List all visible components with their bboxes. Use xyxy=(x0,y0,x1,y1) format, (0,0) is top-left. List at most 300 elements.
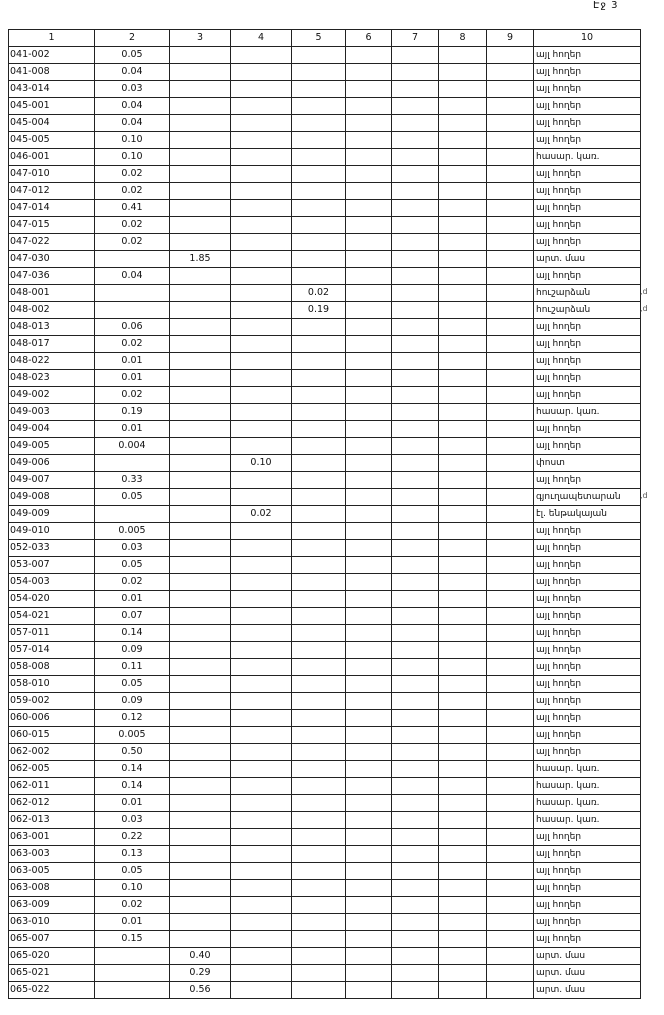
area-value-cell: 0.10 xyxy=(231,455,292,472)
area-value-cell xyxy=(292,268,346,285)
area-value-cell xyxy=(487,183,534,200)
area-value-cell xyxy=(487,778,534,795)
parcel-code-cell: 058-010 xyxy=(9,676,95,693)
land-use-cell: այլ հողեր xyxy=(534,472,641,489)
area-value-cell xyxy=(439,659,487,676)
parcel-code-cell: 062-012 xyxy=(9,795,95,812)
land-use-cell: հասար. կառ. xyxy=(534,795,641,812)
area-value-cell xyxy=(346,268,392,285)
table-row xyxy=(9,149,641,166)
area-value-cell xyxy=(487,98,534,115)
area-value-cell xyxy=(487,693,534,710)
area-value-cell xyxy=(439,829,487,846)
area-value-cell xyxy=(487,353,534,370)
area-value-cell xyxy=(170,336,231,353)
table-row xyxy=(9,863,641,880)
area-value-cell: 0.02 xyxy=(95,166,170,183)
area-value-cell xyxy=(170,421,231,438)
area-value-cell xyxy=(346,149,392,166)
area-value-cell xyxy=(392,727,439,744)
area-value-cell xyxy=(292,982,346,999)
area-value-cell xyxy=(439,642,487,659)
area-value-cell xyxy=(231,115,292,132)
land-use-cell: հասար. կառ. xyxy=(534,149,641,166)
parcel-code-cell: 065-022 xyxy=(9,982,95,999)
area-value-cell xyxy=(170,642,231,659)
area-value-cell xyxy=(346,795,392,812)
area-value-cell xyxy=(231,98,292,115)
area-value-cell xyxy=(292,47,346,64)
area-value-cell xyxy=(439,149,487,166)
area-value-cell xyxy=(231,574,292,591)
table-row xyxy=(9,795,641,812)
area-value-cell xyxy=(231,931,292,948)
area-value-cell xyxy=(392,251,439,268)
table-row xyxy=(9,217,641,234)
land-use-cell: այլ հողեր xyxy=(534,846,641,863)
area-value-cell xyxy=(439,863,487,880)
area-value-cell xyxy=(392,336,439,353)
area-value-cell xyxy=(439,132,487,149)
parcel-code-cell: 041-008 xyxy=(9,64,95,81)
area-value-cell: 1.85 xyxy=(170,251,231,268)
area-value-cell: 0.40 xyxy=(170,948,231,965)
area-value-cell xyxy=(392,353,439,370)
area-value-cell xyxy=(392,217,439,234)
parcel-code-cell: 049-007 xyxy=(9,472,95,489)
area-value-cell: 0.05 xyxy=(95,863,170,880)
area-value-cell xyxy=(170,404,231,421)
column-header: 8 xyxy=(439,30,487,47)
area-value-cell xyxy=(346,914,392,931)
parcel-code-cell: 054-021 xyxy=(9,608,95,625)
area-value-cell xyxy=(487,574,534,591)
area-value-cell xyxy=(292,829,346,846)
parcel-code-cell: 063-001 xyxy=(9,829,95,846)
area-value-cell xyxy=(439,404,487,421)
area-value-cell xyxy=(292,540,346,557)
parcel-code-cell: 063-009 xyxy=(9,897,95,914)
area-value-cell xyxy=(346,234,392,251)
area-value-cell xyxy=(392,761,439,778)
area-value-cell: 0.41 xyxy=(95,200,170,217)
area-value-cell xyxy=(439,727,487,744)
area-value-cell xyxy=(392,676,439,693)
table-row xyxy=(9,64,641,81)
parcel-code-cell: 045-004 xyxy=(9,115,95,132)
area-value-cell xyxy=(292,370,346,387)
area-value-cell xyxy=(292,914,346,931)
area-value-cell xyxy=(346,693,392,710)
area-value-cell xyxy=(170,268,231,285)
area-value-cell xyxy=(487,523,534,540)
area-value-cell xyxy=(487,761,534,778)
area-value-cell xyxy=(170,676,231,693)
area-value-cell xyxy=(439,506,487,523)
area-value-cell xyxy=(292,812,346,829)
area-value-cell: 0.03 xyxy=(95,540,170,557)
area-value-cell xyxy=(439,914,487,931)
area-value-cell xyxy=(231,778,292,795)
area-value-cell xyxy=(487,268,534,285)
land-use-cell: արտ. մաս xyxy=(534,965,641,982)
area-value-cell xyxy=(170,489,231,506)
area-value-cell xyxy=(292,336,346,353)
land-use-cell: գյուղապետարան xyxy=(534,489,641,506)
table-row xyxy=(9,438,641,455)
area-value-cell xyxy=(439,166,487,183)
area-value-cell xyxy=(346,710,392,727)
area-value-cell xyxy=(439,234,487,251)
area-value-cell xyxy=(231,676,292,693)
column-header: 2 xyxy=(95,30,170,47)
area-value-cell xyxy=(170,761,231,778)
area-value-cell: 0.33 xyxy=(95,472,170,489)
area-value-cell xyxy=(292,846,346,863)
area-value-cell xyxy=(231,268,292,285)
area-value-cell xyxy=(170,115,231,132)
area-value-cell xyxy=(439,676,487,693)
area-value-cell xyxy=(487,149,534,166)
area-value-cell xyxy=(487,489,534,506)
area-value-cell xyxy=(346,47,392,64)
area-value-cell xyxy=(170,353,231,370)
area-value-cell: 0.01 xyxy=(95,591,170,608)
area-value-cell xyxy=(439,302,487,319)
area-value-cell xyxy=(439,387,487,404)
area-value-cell xyxy=(231,302,292,319)
parcel-code-cell: 062-013 xyxy=(9,812,95,829)
area-value-cell xyxy=(487,387,534,404)
area-value-cell xyxy=(439,574,487,591)
area-value-cell xyxy=(346,115,392,132)
area-value-cell xyxy=(231,166,292,183)
area-value-cell xyxy=(392,472,439,489)
parcel-code-cell: 063-005 xyxy=(9,863,95,880)
area-value-cell xyxy=(439,931,487,948)
table-row xyxy=(9,523,641,540)
land-use-cell: հուշարձան xyxy=(534,302,641,319)
area-value-cell xyxy=(487,302,534,319)
area-value-cell xyxy=(170,693,231,710)
area-value-cell: 0.005 xyxy=(95,727,170,744)
land-use-cell: այլ հողեր xyxy=(534,217,641,234)
area-value-cell xyxy=(231,370,292,387)
area-value-cell xyxy=(292,591,346,608)
area-value-cell xyxy=(292,234,346,251)
area-value-cell xyxy=(346,285,392,302)
area-value-cell xyxy=(487,710,534,727)
area-value-cell: 0.14 xyxy=(95,778,170,795)
area-value-cell xyxy=(487,166,534,183)
area-value-cell xyxy=(439,591,487,608)
area-value-cell xyxy=(487,812,534,829)
area-value-cell xyxy=(346,880,392,897)
area-value-cell xyxy=(170,455,231,472)
area-value-cell xyxy=(170,523,231,540)
table-row xyxy=(9,47,641,64)
area-value-cell xyxy=(292,727,346,744)
land-use-cell: այլ հողեր xyxy=(534,625,641,642)
area-value-cell: 0.02 xyxy=(95,217,170,234)
area-value-cell xyxy=(292,710,346,727)
table-row xyxy=(9,914,641,931)
land-use-cell: այլ հողեր xyxy=(534,676,641,693)
parcel-code-cell: 043-014 xyxy=(9,81,95,98)
area-value-cell xyxy=(487,642,534,659)
table-row xyxy=(9,81,641,98)
area-value-cell: 0.13 xyxy=(95,846,170,863)
area-value-cell xyxy=(292,965,346,982)
parcel-code-cell: 047-015 xyxy=(9,217,95,234)
area-value-cell xyxy=(292,574,346,591)
table-row xyxy=(9,302,641,319)
area-value-cell xyxy=(170,931,231,948)
area-value-cell xyxy=(392,812,439,829)
area-value-cell: 0.11 xyxy=(95,659,170,676)
table-row xyxy=(9,761,641,778)
area-value-cell xyxy=(231,489,292,506)
area-value-cell: 0.07 xyxy=(95,608,170,625)
area-value-cell xyxy=(392,98,439,115)
column-header: 3 xyxy=(170,30,231,47)
area-value-cell xyxy=(487,880,534,897)
area-value-cell xyxy=(292,166,346,183)
parcel-code-cell: 049-003 xyxy=(9,404,95,421)
table-row xyxy=(9,778,641,795)
area-value-cell xyxy=(95,455,170,472)
area-value-cell xyxy=(231,693,292,710)
area-value-cell xyxy=(170,370,231,387)
area-value-cell xyxy=(487,540,534,557)
parcel-code-cell: 057-014 xyxy=(9,642,95,659)
land-use-cell: այլ հողեր xyxy=(534,353,641,370)
table-row xyxy=(9,268,641,285)
area-value-cell xyxy=(439,455,487,472)
area-value-cell xyxy=(231,387,292,404)
table-row xyxy=(9,251,641,268)
table-row xyxy=(9,608,641,625)
area-value-cell xyxy=(231,948,292,965)
column-header: 9 xyxy=(487,30,534,47)
table-row xyxy=(9,472,641,489)
area-value-cell: 0.09 xyxy=(95,642,170,659)
area-value-cell: 0.02 xyxy=(95,897,170,914)
area-value-cell xyxy=(487,591,534,608)
area-value-cell xyxy=(231,829,292,846)
area-value-cell: 0.03 xyxy=(95,81,170,98)
table-row xyxy=(9,285,641,302)
area-value-cell xyxy=(170,812,231,829)
area-value-cell xyxy=(292,778,346,795)
area-value-cell: 0.10 xyxy=(95,132,170,149)
area-value-cell: 0.50 xyxy=(95,744,170,761)
land-use-cell: այլ հողեր xyxy=(534,64,641,81)
land-use-cell: այլ հողեր xyxy=(534,421,641,438)
area-value-cell xyxy=(392,591,439,608)
area-value-cell xyxy=(231,880,292,897)
area-value-cell xyxy=(231,523,292,540)
area-value-cell xyxy=(231,846,292,863)
area-value-cell xyxy=(170,183,231,200)
area-value-cell xyxy=(231,472,292,489)
area-value-cell xyxy=(487,251,534,268)
parcel-code-cell: 049-005 xyxy=(9,438,95,455)
table-row xyxy=(9,387,641,404)
parcel-code-cell: 062-002 xyxy=(9,744,95,761)
area-value-cell xyxy=(392,506,439,523)
area-value-cell xyxy=(487,115,534,132)
area-value-cell xyxy=(170,880,231,897)
column-header: 10 xyxy=(534,30,641,47)
area-value-cell xyxy=(170,285,231,302)
table-row xyxy=(9,404,641,421)
area-value-cell: 0.02 xyxy=(95,234,170,251)
area-value-cell xyxy=(392,574,439,591)
area-value-cell xyxy=(487,217,534,234)
table-row xyxy=(9,846,641,863)
area-value-cell xyxy=(392,829,439,846)
land-use-cell: այլ հողեր xyxy=(534,387,641,404)
area-value-cell xyxy=(487,64,534,81)
area-value-cell xyxy=(439,846,487,863)
area-value-cell: 0.02 xyxy=(95,574,170,591)
column-header: 6 xyxy=(346,30,392,47)
area-value-cell: 0.15 xyxy=(95,931,170,948)
area-value-cell xyxy=(392,438,439,455)
area-value-cell xyxy=(487,931,534,948)
area-value-cell xyxy=(392,421,439,438)
area-value-cell xyxy=(292,761,346,778)
area-value-cell xyxy=(487,285,534,302)
land-use-cell: այլ հողեր xyxy=(534,166,641,183)
area-value-cell xyxy=(392,319,439,336)
area-value-cell xyxy=(292,659,346,676)
area-value-cell xyxy=(292,115,346,132)
table-row xyxy=(9,880,641,897)
area-value-cell xyxy=(231,540,292,557)
area-value-cell xyxy=(346,846,392,863)
area-value-cell xyxy=(170,234,231,251)
parcel-code-cell: 049-004 xyxy=(9,421,95,438)
area-value-cell xyxy=(392,64,439,81)
table-row xyxy=(9,506,641,523)
land-use-cell: այլ հողեր xyxy=(534,642,641,659)
area-value-cell xyxy=(392,183,439,200)
table-row xyxy=(9,574,641,591)
area-value-cell xyxy=(487,319,534,336)
area-value-cell xyxy=(487,846,534,863)
table-row xyxy=(9,642,641,659)
area-value-cell xyxy=(170,506,231,523)
table-row xyxy=(9,727,641,744)
area-value-cell xyxy=(346,132,392,149)
table-row xyxy=(9,982,641,999)
area-value-cell xyxy=(346,302,392,319)
area-value-cell xyxy=(292,676,346,693)
area-value-cell: 0.29 xyxy=(170,965,231,982)
area-value-cell xyxy=(439,64,487,81)
parcel-code-cell: 058-008 xyxy=(9,659,95,676)
land-use-cell: այլ հողեր xyxy=(534,914,641,931)
table-row xyxy=(9,421,641,438)
area-value-cell xyxy=(439,557,487,574)
parcel-code-cell: 065-020 xyxy=(9,948,95,965)
land-use-cell: այլ հողեր xyxy=(534,336,641,353)
area-value-cell xyxy=(392,965,439,982)
table-row xyxy=(9,965,641,982)
land-use-cell: այլ հողեր xyxy=(534,47,641,64)
table-row xyxy=(9,489,641,506)
area-value-cell xyxy=(346,523,392,540)
area-value-cell xyxy=(170,166,231,183)
area-value-cell xyxy=(346,778,392,795)
area-value-cell xyxy=(392,234,439,251)
parcel-code-cell: 063-003 xyxy=(9,846,95,863)
area-value-cell xyxy=(292,98,346,115)
area-value-cell xyxy=(231,897,292,914)
area-value-cell xyxy=(231,285,292,302)
area-value-cell xyxy=(346,336,392,353)
area-value-cell: 0.10 xyxy=(95,149,170,166)
area-value-cell xyxy=(170,302,231,319)
area-value-cell xyxy=(487,829,534,846)
area-value-cell xyxy=(170,200,231,217)
area-value-cell xyxy=(346,574,392,591)
parcel-code-cell: 049-009 xyxy=(9,506,95,523)
land-use-cell: այլ հողեր xyxy=(534,523,641,540)
area-value-cell xyxy=(170,540,231,557)
area-value-cell xyxy=(170,319,231,336)
area-value-cell xyxy=(292,863,346,880)
area-value-cell xyxy=(487,608,534,625)
area-value-cell xyxy=(392,285,439,302)
area-value-cell xyxy=(292,523,346,540)
area-value-cell xyxy=(439,812,487,829)
table-body xyxy=(9,47,641,999)
area-value-cell xyxy=(231,336,292,353)
area-value-cell xyxy=(439,472,487,489)
area-value-cell xyxy=(392,370,439,387)
table-row xyxy=(9,370,641,387)
land-use-cell: արտ. մաս xyxy=(534,982,641,999)
parcel-code-cell: 062-005 xyxy=(9,761,95,778)
table-row xyxy=(9,353,641,370)
area-value-cell xyxy=(439,693,487,710)
area-value-cell xyxy=(392,387,439,404)
area-value-cell xyxy=(95,302,170,319)
area-value-cell xyxy=(439,268,487,285)
area-value-cell: 0.09 xyxy=(95,693,170,710)
area-value-cell xyxy=(439,115,487,132)
land-use-cell: այլ հողեր xyxy=(534,880,641,897)
area-value-cell xyxy=(346,472,392,489)
parcel-code-cell: 045-005 xyxy=(9,132,95,149)
area-value-cell xyxy=(392,778,439,795)
parcel-code-cell: 049-002 xyxy=(9,387,95,404)
area-value-cell xyxy=(487,659,534,676)
area-value-cell xyxy=(231,64,292,81)
area-value-cell xyxy=(346,982,392,999)
area-value-cell xyxy=(487,132,534,149)
parcel-code-cell: 047-022 xyxy=(9,234,95,251)
area-value-cell xyxy=(292,81,346,98)
area-value-cell xyxy=(487,336,534,353)
area-value-cell xyxy=(487,795,534,812)
area-value-cell xyxy=(231,591,292,608)
land-use-cell: էլ. ենթակայան xyxy=(534,506,641,523)
parcel-code-cell: 065-007 xyxy=(9,931,95,948)
